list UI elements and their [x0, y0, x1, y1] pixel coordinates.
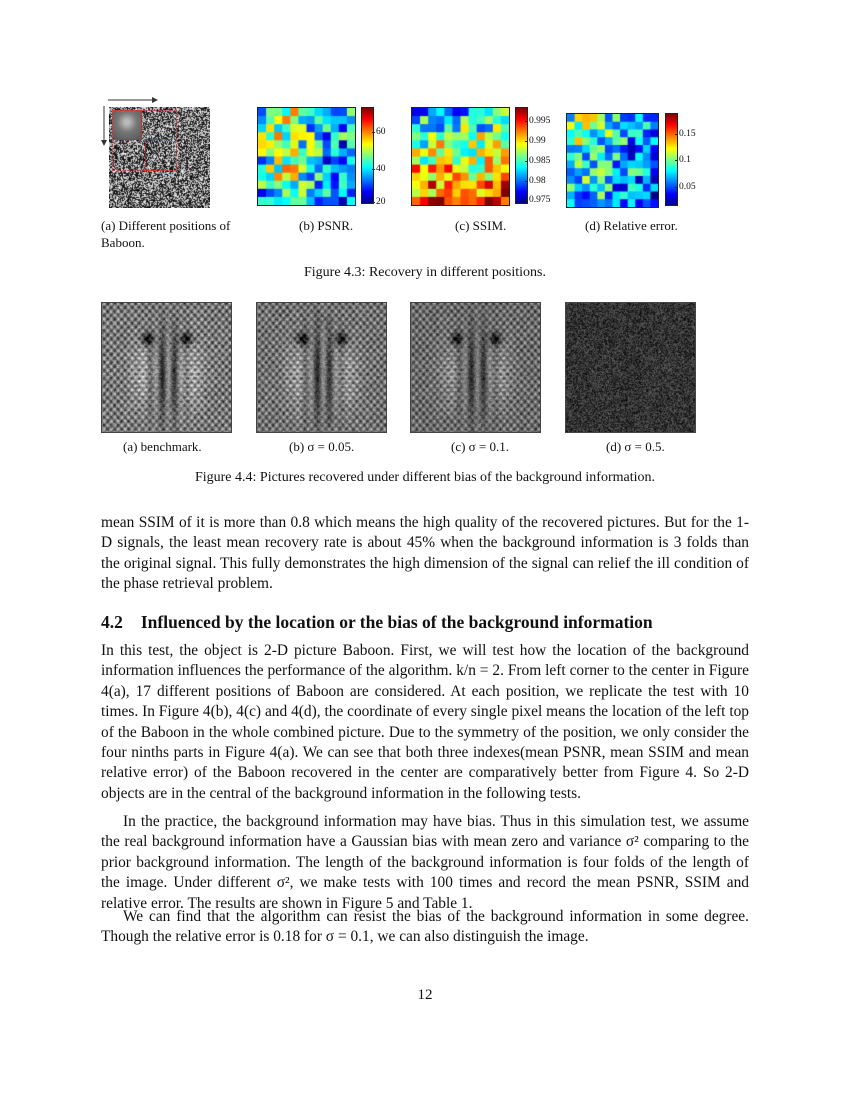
- subcaption-4-4b: (b) σ = 0.05.: [289, 439, 355, 454]
- psnr-tick-20: 20: [376, 197, 386, 207]
- baboon-benchmark-image: [101, 302, 232, 433]
- section-number: 4.2: [101, 612, 123, 632]
- ssim-tick-098: 0.98: [529, 176, 546, 186]
- figure-4-3a-panel: [100, 96, 212, 211]
- paragraph-1: In this test, the object is 2-D picture Baboon. First, we will test how the location of the background information influences the performance of the algorithm. k/n = 2. From left corner to the center in Figure 4(a), 17 different positions of Baboon are considered. At each position, we replicate the test with 10 times. In Figure 4(b), 4(c) and 4(d), the coordinate of every single pixel means the location of the left top of the Baboon in the whole combined picture. Due to the symmetry of the position, we only consider the four ninths parts in Figure 4(a). We can see that both three indexes(mean PSNR, mean SSIM and mean relative error) of the Baboon recovered in the center are comparatively better from Figure 4. So 2-D objects are in the central of the background information in the following tests.: [101, 642, 749, 802]
- subcaption-4-3c: (c) SSIM.: [455, 218, 507, 233]
- figure-4-3-caption: Figure 4.3: Recovery in different positions.: [304, 265, 546, 280]
- ssim-heatmap: [411, 107, 510, 206]
- subcaption-4-3d: (d) Relative error.: [585, 218, 678, 233]
- subcaption-4-4c: (c) σ = 0.1.: [451, 439, 510, 454]
- ssim-tick-0985: 0.985: [529, 156, 551, 166]
- psnr-colorbar: [361, 107, 374, 204]
- subcaption-4-3a: [101, 217, 230, 251]
- psnr-tick-40: 40: [376, 164, 386, 174]
- arrow-down-icon: [100, 106, 108, 146]
- arrow-right-icon: [108, 96, 158, 104]
- baboon-sigma-01-image: [410, 302, 541, 433]
- section-heading: [101, 612, 653, 633]
- baboon-sigma-005-image: [256, 302, 387, 433]
- subcaption-4-3a-line2: Baboon.: [101, 235, 145, 250]
- ssim-tick-0995: 0.995: [529, 116, 551, 126]
- relerr-tick-005: 0.05: [679, 182, 696, 192]
- corner-region-box: [112, 110, 177, 171]
- paragraph-2: In the practice, the background information may have bias. Thus in this simulation test, we assume the real background information have a Gaussian bias with mean zero and variance σ² comparing to the prior background information. The length of the background information is four folds of the length of the image. Under different σ², we make tests with 100 times and record the mean PSNR, SSIM and relative error. The results are shown in Figure 5 and Table 1.: [101, 813, 749, 912]
- psnr-tick-60: 60: [376, 127, 386, 137]
- relative-error-heatmap: [566, 113, 659, 208]
- psnr-heatmap: [257, 107, 356, 206]
- ssim-tick-0975: 0.975: [529, 195, 551, 205]
- paragraph-3: We can find that the algorithm can resist the bias of the background information in some degree. Though the relative error is 0.18 for σ = 0.1, we can also distinguish the image.: [101, 908, 749, 946]
- figure-4-3: [0, 96, 850, 266]
- section-title: Influenced by the location or the bias of the background information: [140, 612, 653, 632]
- intro-paragraph: mean SSIM of it is more than 0.8 which means the high quality of the recovered pictures. But for the 1-D signals, the least mean recovery rate is about 45% when the background information is 3 folds than the original signal. This fully demonstrates the high dimension of the signal can relief the ill condition of the phase retrieval problem.: [101, 514, 749, 593]
- subcaption-4-3a-line1: (a) Different positions of: [101, 218, 231, 233]
- page-number: 12: [417, 987, 433, 1003]
- subcaption-4-4a: (a) benchmark.: [123, 439, 202, 454]
- relerr-tick-01: 0.1: [679, 155, 691, 165]
- subcaption-4-4d: (d) σ = 0.5.: [606, 439, 665, 454]
- figure-4-4-caption: Figure 4.4: Pictures recovered under different bias of the background information.: [194, 470, 656, 485]
- relerr-tick-015: 0.15: [679, 129, 696, 139]
- ssim-tick-099: 0.99: [529, 136, 546, 146]
- subcaption-4-3b: (b) PSNR.: [299, 218, 354, 233]
- baboon-sigma-05-image: [565, 302, 696, 433]
